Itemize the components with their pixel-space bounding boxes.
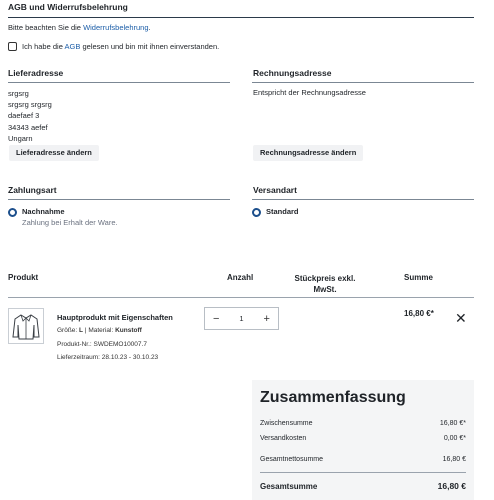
billing-address-text: Entspricht der Rechnungsadresse — [253, 88, 366, 97]
payment-option-label: Nachnahme — [22, 207, 65, 216]
product-total-price: 16,80 €* — [404, 309, 434, 318]
revocation-notice-prefix: Bitte beachten Sie die — [8, 23, 84, 32]
address-line: 34343 aefef — [8, 122, 48, 132]
shipping-address-lines — [8, 88, 52, 144]
summary-total-label: Gesamtsumme — [260, 482, 318, 491]
col-header-unit-price-line1: Stückpreis exkl. — [294, 274, 356, 283]
size-value: L — [79, 327, 84, 334]
material-label: | Material: — [83, 327, 116, 334]
summary-row-value: 0,00 €* — [443, 435, 466, 442]
address-line: Ungarn — [8, 133, 33, 143]
shipping-option-standard[interactable] — [252, 207, 299, 217]
close-icon[interactable]: ✕ — [455, 310, 467, 326]
agb-title: AGB und Widerrufsbelehrung — [8, 2, 128, 12]
agb-checkbox-prefix: Ich habe die — [22, 42, 65, 51]
address-line: srgsrg srgsrg — [8, 100, 52, 110]
change-shipping-address-button[interactable]: Lieferadresse ändern — [9, 145, 99, 161]
shipping-method-title: Versandart — [253, 185, 297, 195]
agb-checkbox-suffix: gelesen und bin mit ihnen einverstanden. — [80, 42, 220, 51]
material-value: Kunstoff — [115, 327, 142, 334]
agb-divider — [8, 17, 474, 18]
jacket-icon — [9, 309, 43, 343]
quantity-value[interactable]: 1 — [239, 314, 244, 323]
product-variant — [57, 327, 142, 334]
summary-row-value: 16,80 € — [442, 456, 466, 463]
change-billing-address-button[interactable]: Rechnungsadresse ändern — [253, 145, 363, 161]
product-thumbnail[interactable] — [8, 308, 44, 344]
summary-row-label: Gesamtnettosumme — [260, 456, 324, 463]
col-header-unit-price — [290, 273, 360, 295]
delivery-period: Lieferzeitraum: 28.10.23 - 30.10.23 — [57, 354, 159, 361]
payment-divider — [8, 199, 230, 200]
product-name[interactable]: Hauptprodukt mit Eigenschaften — [57, 313, 173, 322]
agb-link[interactable]: AGB — [64, 42, 81, 51]
summary-divider — [260, 472, 466, 473]
address-line: daefaef 3 — [8, 111, 40, 121]
billing-address-divider — [252, 82, 474, 83]
agb-checkbox[interactable] — [8, 42, 17, 51]
summary-title: Zusammenfassung — [260, 389, 406, 406]
summary-row-label: Zwischensumme — [260, 420, 313, 427]
col-header-total: Summe — [404, 273, 433, 282]
shipping-option-label: Standard — [266, 207, 299, 216]
col-header-unit-price-line2: MwSt. — [313, 285, 337, 294]
summary-row-value: 16,80 €* — [439, 420, 466, 427]
shipping-method-divider — [252, 199, 474, 200]
payment-option-description: Zahlung bei Erhalt der Ware. — [22, 218, 118, 227]
address-line: srgsrg — [8, 89, 29, 98]
quantity-stepper[interactable] — [204, 307, 279, 330]
revocation-notice — [8, 23, 151, 32]
minus-icon[interactable]: − — [213, 312, 220, 325]
agb-checkbox-row[interactable] — [8, 42, 219, 51]
revocation-notice-suffix: . — [148, 23, 151, 32]
revocation-link[interactable]: Widerrufsbelehrung — [83, 23, 149, 32]
col-header-quantity: Anzahl — [227, 273, 254, 282]
product-number: Produkt-Nr.: SWDEMO10007.7 — [57, 341, 147, 348]
payment-radio[interactable] — [8, 208, 17, 217]
summary-row-label: Versandkosten — [260, 435, 307, 442]
payment-option-cod[interactable] — [8, 207, 118, 227]
summary-total-value: 16,80 € — [437, 481, 466, 491]
billing-address-title: Rechnungsadresse — [253, 68, 332, 78]
table-header-divider — [8, 297, 474, 298]
shipping-radio[interactable] — [252, 208, 261, 217]
size-label: Größe: — [57, 327, 80, 334]
shipping-address-title: Lieferadresse — [8, 68, 64, 78]
shipping-address-divider — [8, 82, 230, 83]
plus-icon[interactable]: + — [263, 312, 270, 325]
agb-checkbox-label — [22, 42, 219, 51]
payment-title: Zahlungsart — [8, 185, 57, 195]
col-header-product: Produkt — [8, 273, 39, 282]
